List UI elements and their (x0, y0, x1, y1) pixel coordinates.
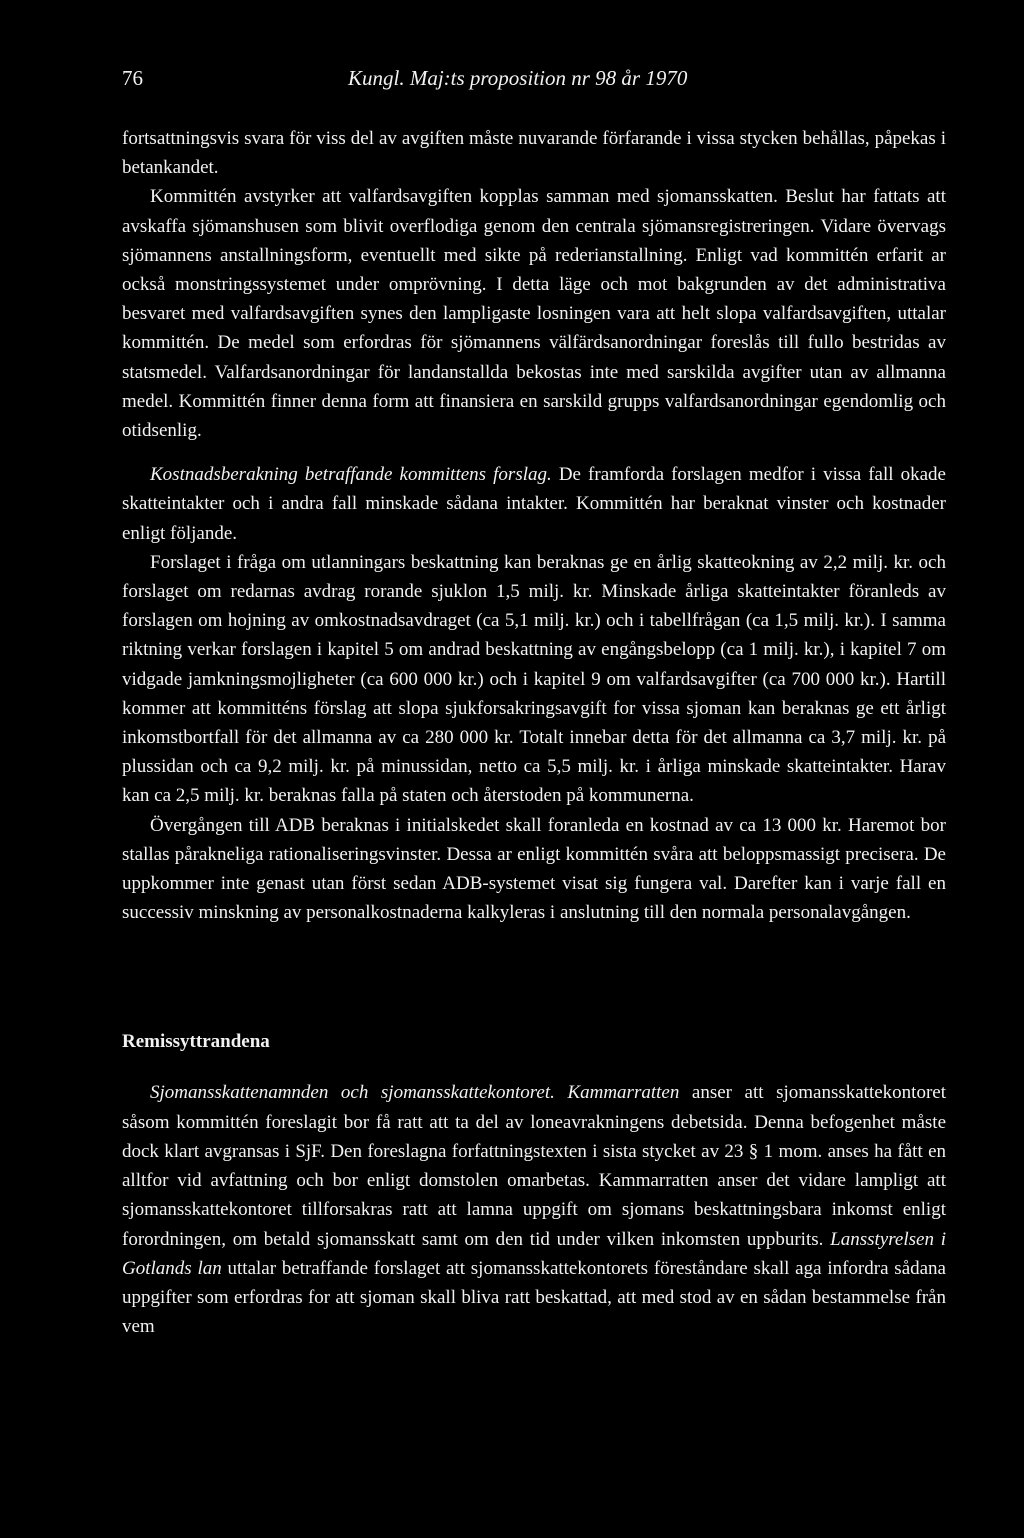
authority-name-3: Lansstyrelsen i Gotlands lan (122, 1228, 946, 1279)
paragraph-6 (122, 1078, 946, 1341)
paragraph-6-text-1: anser att sjomansskattekontoret såsom kommittén foreslagit bor få ratt att ta del av loneavrakningens debetsida. Denna befogenhet måste dock klart avgransas i SjF. Den foreslagna forfattningstexten i sista stycket av 23 § 1 mom. anses ha fått en alltfor vid avfattning och bor enligt domstolen omarbetas. Kammarratten anser det vidare lampligt att sjomansskattekontoret tillforsakras ratt att lamna uppgift om sjomans beskattningsbara inkomst enligt forordningen, om betald sjomansskatt samt om den tid under vilken inkomsten uppburits. (122, 1082, 946, 1250)
section-heading: Remissyttrandena (122, 1031, 270, 1053)
body-text (122, 124, 946, 1341)
paragraph-3 (122, 460, 946, 548)
authority-name-1: Sjomansskattenamnden och sjomansskattekontoret. (150, 1082, 555, 1104)
authority-name-2: Kammarratten (567, 1082, 680, 1104)
paragraph-3-text: De framforda forslagen medfor i vissa fall okade skatteintakter och i andra fall minskade sådana intakter. Kommittén har beraknat vinster och kostnader enligt följande. (122, 464, 946, 544)
paragraph-1: fortsattningsvis svara för viss del av avgiften måste nuvarande förfarande i vissa stycken behållas, påpekas i betankandet. (122, 128, 946, 179)
paragraph-4: Forslaget i fråga om utlanningars beskattning kan beraknas ge en årlig skatteokning av 2,2 milj. kr. och forslaget om redarnas avdrag rorande sjuklon 1,5 milj. kr. Minskade årliga skatteintakter föranleds av forslagen om hojning av omkostnadsavdraget (ca 5,1 milj. kr.) och i tabellfrågan (ca 1,5 milj. kr.). I samma riktning verkar forslagen i kapitel 5 om andrad beskattning av engångsbelopp (ca 1 milj. kr.), i kapitel 7 om vidgade jamkningsmojligheter (ca 600 000 kr.) och i kapitel 9 om valfardsavgifter (ca 700 000 kr.). Hartill kommer att kommitténs förslag att slopa sjukforsakringsavgift for vissa sjoman kan beraknas ge ett årligt inkomstbortfall för det allmanna av ca 280 000 kr. Totalt innebar detta för det allmanna ca 3,7 milj. kr. på plussidan och ca 9,2 milj. kr. på minussidan, netto ca 5,5 milj. kr. i årliga minskade skatteintakter. Harav kan ca 2,5 milj. kr. beraknas falla på staten och återstoden på kommunerna. (122, 551, 946, 807)
running-title: Kungl. Maj:ts proposition nr 98 år 1970 (348, 66, 688, 90)
paragraph-2: Kommittén avstyrker att valfardsavgiften kopplas samman med sjomansskatten. Beslut har fattats att avskaffa sjömanshusen som blivit overflodiga genom den centrala sjömansregistreringen. Vidare övervags sjömannens anstallningsform, eventuellt med sikte på rederianstallning. Enligt vad kommittén erfarit ar också monstringssystemet under omprövning. I detta läge och mot bakgrunden av det administrativa besvaret med valfardsavgiften synes den lampligaste losningen vara att helt slopa valfardsavgiften, uttalar kommittén. De medel som erfordras för sjömannens välfärdsanordningar foreslås till fullo bestridas av statsmedel. Valfardsanordningar för landanstallda bekostas inte med sarskilda avgifter utan av allmanna medel. Kommittén finner denna form att finansiera en sarskild grupps valfardsanordningar egendomlig och otidsenlig. (122, 186, 946, 442)
cost-calculation-heading: Kostnadsberakning betraffande kommittens forslag. (150, 464, 552, 486)
page-number: 76 (122, 66, 143, 90)
paragraph-6-text-2: uttalar betraffande forslaget att sjomansskattekontorets föreståndare skall aga infordra sådana uppgifter som erfordras for att sjoman skall bliva ratt beskattad, att med stod av en sådan bestammelse från vem (122, 1257, 946, 1338)
paragraph-5: Övergången till ADB beraknas i initialskedet skall foranleda en kostnad av ca 13 000 kr. Haremot bor stallas pårakneliga rationaliseringsvinster. Dessa ar enligt kommittén svåra att beloppsmassigt precisera. De uppkommer inte genast utan först sedan ADB-systemet visat sig fungera val. Darefter kan i varje fall en successiv minskning av personalkostnaderna kalkyleras i anslutning till den normala personalavgången. (122, 814, 946, 924)
